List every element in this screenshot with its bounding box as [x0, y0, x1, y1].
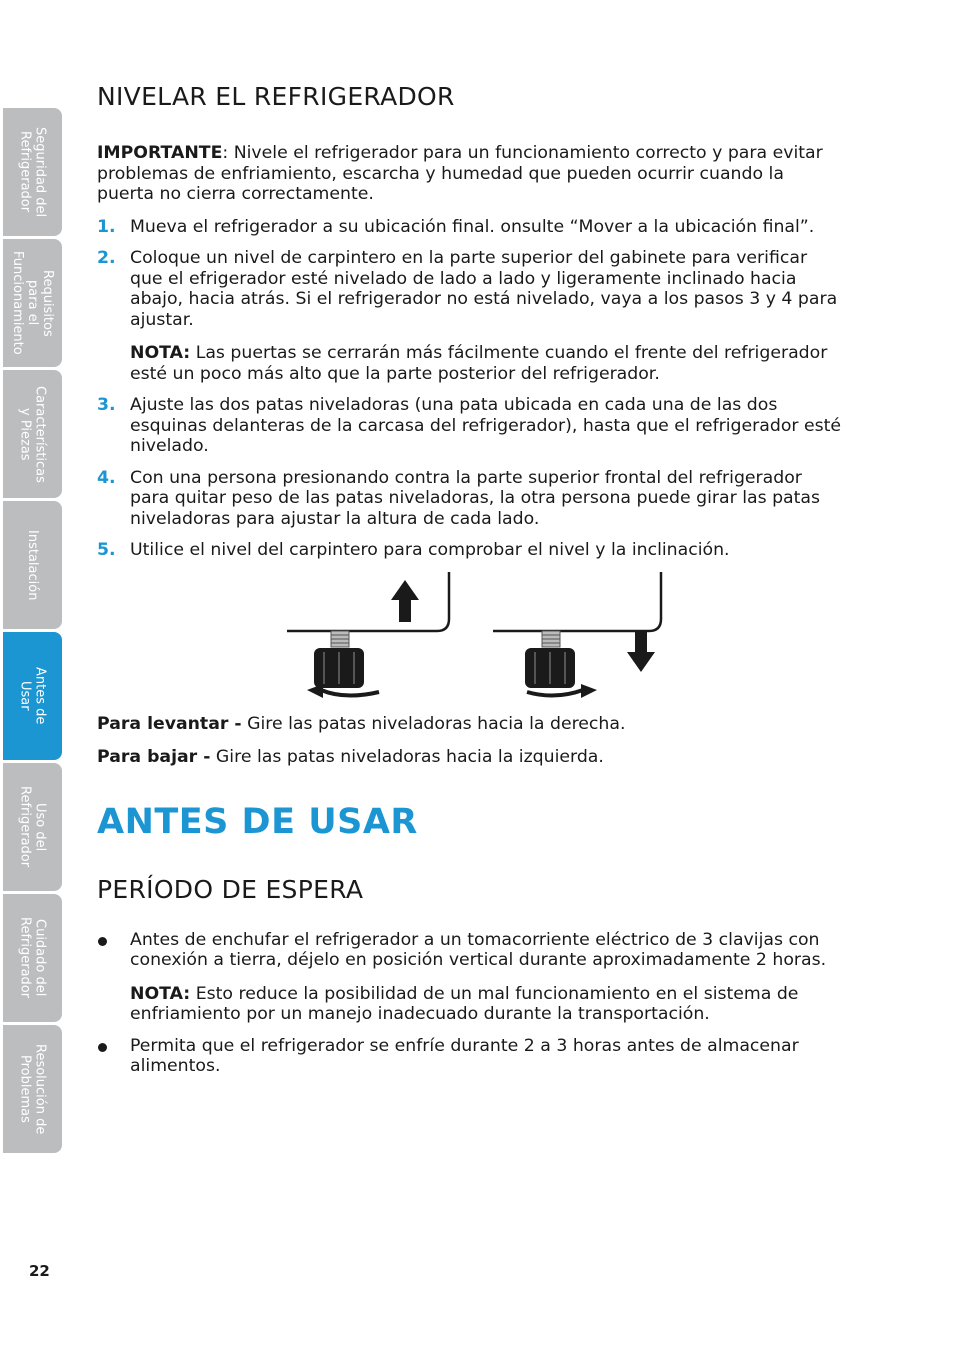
step-number: 3. [97, 395, 116, 415]
tab-label: Instalación [25, 529, 40, 601]
diagram-caption [97, 714, 845, 768]
step-4 [97, 468, 845, 530]
raise-leg-illustration [287, 572, 449, 698]
leveling-legs-diagram [97, 572, 845, 702]
waiting-bullets [97, 930, 845, 1077]
page-content [97, 82, 845, 1088]
bullet-1 [97, 930, 845, 1025]
tab-label: Cuidado del Refrigerador [17, 917, 48, 999]
important-text: : Nivele el refrigerador para un funcionamiento correcto y para evitar problemas de enfriamiento, escarcha y humedad que pueden ocurrir cuando la puerta no cierra correctamente. [97, 143, 823, 204]
step-5 [97, 540, 845, 561]
tab-label: Requisitos para el Funcionamiento [10, 251, 55, 355]
raise-instruction [97, 714, 845, 735]
lower-leg-illustration [493, 572, 661, 698]
lower-label: Para bajar - [97, 747, 211, 767]
step-2-note [130, 343, 845, 384]
bullet-2 [97, 1036, 845, 1077]
bullet-text: Antes de enchufar el refrigerador a un tomacorriente eléctrico de 3 clavijas con conexión a tierra, déjelo en posición vertical durante aproximadamente 2 horas. [130, 929, 827, 970]
note-label: NOTA: [130, 983, 191, 1004]
lower-text: Gire las patas niveladoras hacia la izquierda. [210, 747, 604, 767]
bullet-dot [98, 937, 107, 946]
step-number: 2. [97, 248, 116, 268]
bullet-1-note [130, 984, 845, 1025]
section-title-waiting: PERÍODO DE ESPERA [97, 874, 364, 904]
bullet-text: Permita que el refrigerador se enfríe durante 2 a 3 horas antes de almacenar alimentos. [130, 1035, 799, 1076]
tab-cuidado[interactable] [3, 894, 62, 1022]
leveling-steps [97, 217, 845, 561]
step-1 [97, 217, 845, 238]
tab-resolucion[interactable] [3, 1025, 62, 1153]
main-title-before-use: ANTES DE USAR [97, 801, 418, 842]
tab-label: Antes de Usar [17, 667, 48, 725]
tab-label: Uso del Refrigerador [17, 786, 48, 868]
note-text: Las puertas se cerrarán más fácilmente cuando el frente del refrigerador esté un poco más alto que la parte posterior del refrigerador. [130, 343, 828, 384]
step-number: 4. [97, 467, 116, 488]
tab-requisitos[interactable] [3, 239, 62, 367]
important-paragraph [97, 143, 845, 205]
note-text: Esto reduce la posibilidad de un mal funcionamiento en el sistema de enfriamiento por un manejo inadecuado durante la transportación. [130, 983, 799, 1024]
page-number: 22 [29, 1262, 50, 1280]
tab-uso[interactable] [3, 763, 62, 891]
tab-label: Seguridad del Refrigerador [17, 126, 48, 218]
important-label: IMPORTANTE [97, 143, 223, 163]
lower-instruction [97, 747, 845, 768]
raise-label: Para levantar - [97, 713, 242, 734]
section-title-leveling: NIVELAR EL REFRIGERADOR [97, 82, 455, 111]
bullet-dot [98, 1043, 107, 1052]
step-text: Utilice el nivel del carpintero para comprobar el nivel y la inclinación. [130, 540, 730, 560]
tab-caracteristicas[interactable] [3, 370, 62, 498]
tab-antes-de-usar[interactable] [3, 632, 62, 760]
step-3 [97, 395, 845, 457]
tab-label: Características y Piezas [17, 385, 48, 483]
step-text: Mueva el refrigerador a su ubicación final. onsulte “Mover a la ubicación final”. [130, 216, 815, 237]
leveling-legs-illustration [97, 572, 845, 702]
step-number: 1. [97, 216, 116, 237]
tab-instalacion[interactable] [3, 501, 62, 629]
step-2 [97, 248, 845, 384]
step-text: Ajuste las dos patas niveladoras (una pata ubicada en cada una de las dos esquinas delanteras de la carcasa del refrigerador), hasta que el refrigerador esté nivelado. [130, 395, 842, 456]
raise-text: Gire las patas niveladoras hacia la derecha. [241, 713, 626, 734]
tab-seguridad[interactable] [3, 108, 62, 236]
step-text: Con una persona presionando contra la parte superior frontal del refrigerador para quitar peso de las patas niveladoras, la otra persona puede girar las patas niveladoras para ajustar la altura de cada lado. [130, 467, 821, 529]
sidebar-tabs [3, 108, 62, 1156]
tab-label: Resolución de Problemas [17, 1043, 48, 1135]
step-number: 5. [97, 540, 116, 560]
note-label: NOTA: [130, 343, 191, 363]
step-text: Coloque un nivel de carpintero en la parte superior del gabinete para verificar que el efrigerador esté nivelado de lado a lado y ligeramente inclinado hacia abajo, hacia atrás. Si el refrigerador no está nivelado, vaya a los pasos 3 y 4 para ajustar. [130, 248, 838, 330]
